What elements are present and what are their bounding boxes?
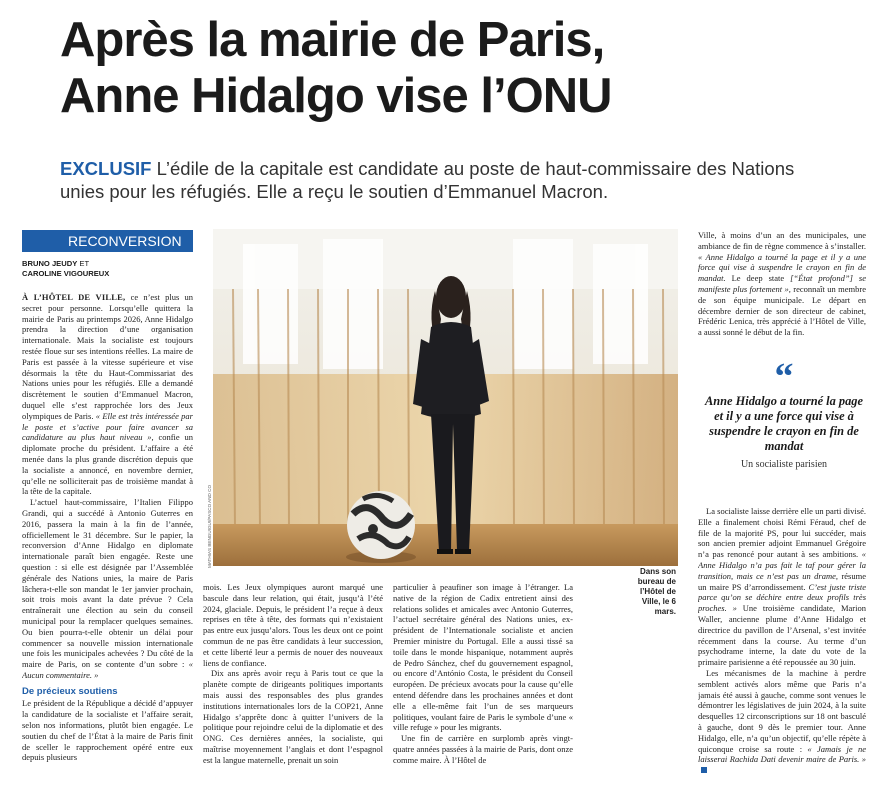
paragraph: La socialiste laisse derrière elle un parti divisé. Elle a finalement choisi Rémi Féraud, chef de file de la majorité PS, pour lui succéder, mais son ancien premier adjoint Emmanuel Grégoire n’a pas renoncé pour autant à ses ambitions.	[698, 506, 866, 560]
paragraph: Une fin de carrière en surplomb après vingt-quatre années passées à la mairie de Paris, dont onze comme maire. À l’Hôtel de	[393, 733, 573, 765]
article-column-4-top	[698, 230, 866, 346]
pull-quote	[702, 356, 866, 470]
paragraph: , confie un diplomate proche du président. L’affaire a été menée dans la plus grande discrétion depuis que la socialiste a annoncé, en novembre dernier, qu’elle ne solliciterait pas de troisième mandat à la tête de la capitale.	[22, 432, 193, 497]
deck	[60, 157, 820, 203]
pull-quote-text: Anne Hidalgo a tourné la page et il y a une force qui vise à suspendre le crayon en fin de mandat	[705, 394, 863, 453]
paragraph: Ville, à moins d’un an des municipales, une ambiance de fin de règne commence à s’installer.	[698, 230, 866, 251]
portrait-photo	[213, 229, 678, 566]
headline-line-1: Après la mairie de Paris,	[60, 13, 605, 67]
quote-inline: « Aucun commentaire. »	[22, 659, 193, 680]
byline	[22, 259, 193, 279]
headline	[60, 12, 840, 124]
paragraph: , résume un maire PS d’arrondissement.	[698, 570, 866, 592]
paragraph: particulier à peaufiner son image à l’étranger. La native de la région de Cadix entretient ainsi des relations solides et amicales avec Antonio Guterres, l’actuel secrétaire général des Nations unies, ex-président de l’Internationale socialiste et ancien Premier ministre du Portugal. Elle a aussi tissé sa toile dans le monde hispanique, notamment auprès de Pedro Sánchez, chef du gouvernement espagnol, ou encore d’António Costa, le président du Conseil européen. De précieux avocats pour la cause qu’elle entend défendre dans les prochaines années et dont elle a elle-même fait l’un de ses marqueurs politiques, voulant faire de Paris le symbole d’une « ville refuge » pour les migrants.	[393, 582, 573, 733]
quote-inline: « Anne Hidalgo n’a pas fait le taf pour gérer la transition, mais ce n’est pas un drame	[698, 549, 866, 581]
deck-text: L’édile de la capitale est candidate au poste de haut-commissaire des Nations unies pour les réfugiés. Elle a reçu le soutien d’Emmanuel Macron.	[60, 158, 795, 202]
author-1: BRUNO JEUDY	[22, 259, 78, 268]
paragraph: Dix ans après avoir reçu à Paris tout ce que la planète compte de dirigeants politiques importants mais aussi des responsables des plus grandes institutions internationales lors de la COP21, Anne Hidalgo s’apprête donc à quitter l’univers de la politique pour rejoindre celui de la diplomatie et des ONG. Ces dernières années, la socialiste, qui maîtrise moyennement l’anglais et dont l’espagnol est la langue maternelle, prenait un soin	[203, 668, 383, 765]
paragraph: , reconnaît un membre de son équipe municipale. Le départ en décembre dernier de son directeur de cabinet, Frédéric Lenica, très apprécié à l’Hôtel de Ville, a aussi sonné le début de la fin.	[698, 283, 866, 338]
article-column-3	[393, 582, 573, 802]
paragraph: Les mécanismes de la machine à perdre semblent activés alors même que Paris n’a jamais été aussi à gauche, comme sont venues le démontrer les législatives de juin 2024, à la suite desquelles 12 circonscriptions sur 18 ont basculé à gauche, dont 9 dès le premier tour. Anne Hidalgo, elle, n’a qu’un objectif, qu’elle répète à quiconque croise sa route :	[698, 667, 866, 754]
headline-line-2: Anne Hidalgo vise l’ONU	[60, 69, 612, 123]
dropline-lead: À L’HÔTEL DE VILLE,	[22, 292, 126, 302]
paragraph: Le deep state	[731, 273, 791, 284]
pull-quote-attribution: Un socialiste parisien	[740, 459, 828, 470]
quote-inline: C’est juste triste parce qu’on se déchire entre deux profils très proches. »	[698, 581, 866, 614]
quote-mark-icon: “	[774, 356, 794, 398]
photo-credit-text: MATHIAS BENGUIGUI/PASCO AND CO	[207, 484, 212, 568]
office-photo-illustration	[213, 229, 678, 566]
article-column-2	[203, 582, 383, 802]
quote-inline: [“État profond”] se manifeste plus fortement »	[698, 273, 866, 294]
article-column-1	[22, 292, 193, 802]
photo-caption: Dans son bureau de l’Hôtel de Ville, le 6 mars.	[637, 567, 676, 616]
author-2: CAROLINE VIGOUREUX	[22, 269, 110, 278]
quote-inline: « Anne Hidalgo a tourné la page et il y a une force qui vise à suspendre le crayon en fin de mandat.	[698, 251, 866, 284]
end-mark-icon	[701, 767, 707, 773]
subheading: De précieux soutiens	[22, 685, 118, 697]
paragraph: mois. Les Jeux olympiques auront marqué une bascule dans leur relation, qui était, jusqu’à l’été 2024, glaciale. Depuis, le président l’a reçue à deux reprises en tête à tête, des formats qui n’existaient pas entre eux jusqu’alors. Tous les deux ont ce point commun de ne pas être candidats à leur succession, et cette liberté leur a permis de nouer des nouveaux liens de confiance.	[203, 582, 383, 668]
section-rubric: RECONVERSION	[22, 230, 193, 252]
paragraph: Une troisième candidate, Marion Waller, ancienne plume d’Anne Hidalgo et directrice du pavillon de l’Arsenal, s’est invitée récemment dans la course. Au terme d’un psychodrame interne, la date du vote de la primaire parisienne a été repoussée au 30 juin.	[698, 603, 866, 668]
photo-credit	[205, 470, 213, 570]
paragraph: Le président de la République a décidé d’appuyer la candidature de la socialiste et l’affaire serait, selon nos informations, plutôt bien engagée. Le soutien du chef de l’État à la maire de Paris finit de sceller le rapprochement opéré entre eux depuis plusieurs	[22, 698, 193, 763]
quote-inline: « Elle est très intéressée par le poste et s’active pour faire avancer sa candidature au plus haut niveau »	[22, 410, 193, 443]
byline-conjunction: ET	[77, 259, 90, 268]
article-column-4-bottom	[698, 506, 866, 802]
paragraph: L’actuel haut-commissaire, l’Italien Filippo Grandi, qui a succédé à Antonio Guterres en 2016, passera la main à la fin de l’année, officiellement le 31 décembre. Sur le papier, la reconversion d’Anne Hidalgo en diplomate internationale paraît bien engagée. Reste une question : si elle est désignée par l’Assemblée générale des Nations unies, la maire de Paris lâchera-t-elle son mandat le 1er janvier prochain, soit trois mois avant la date prévue ? Cela entraînerait une élection au sein du conseil municipal pour la remplacer quelques semaines. Ou bien pourra-t-elle obtenir un délai pour commencer sa nouvelle mission internationale une fois les municipales achevées ? Du côté de la maire de Paris, on se contente d’un sobre :	[22, 497, 193, 670]
quote-inline: « Jamais je ne laisserai Rachida Dati devenir maire de Paris. »	[698, 743, 866, 765]
paragraph: ce n’est plus un secret pour personne. Lorsqu’elle quittera la mairie de Paris au printemps 2026, Anne Hidalgo prendra la direction d’une organisation internationale. Mais la socialiste est toujours restée floue sur ses intentions réelles. La maire de Paris est passée à la vitesse supérieure et vise désormais la tête du Haut-Commissariat des Nations unies pour les réfugiés. Elle a demandé discrètement le soutien d’Emmanuel Macron, duquel elle s’est rapprochée lors des Jeux olympiques de Paris.	[22, 292, 193, 421]
exclusive-kicker: EXCLUSIF	[60, 158, 152, 179]
